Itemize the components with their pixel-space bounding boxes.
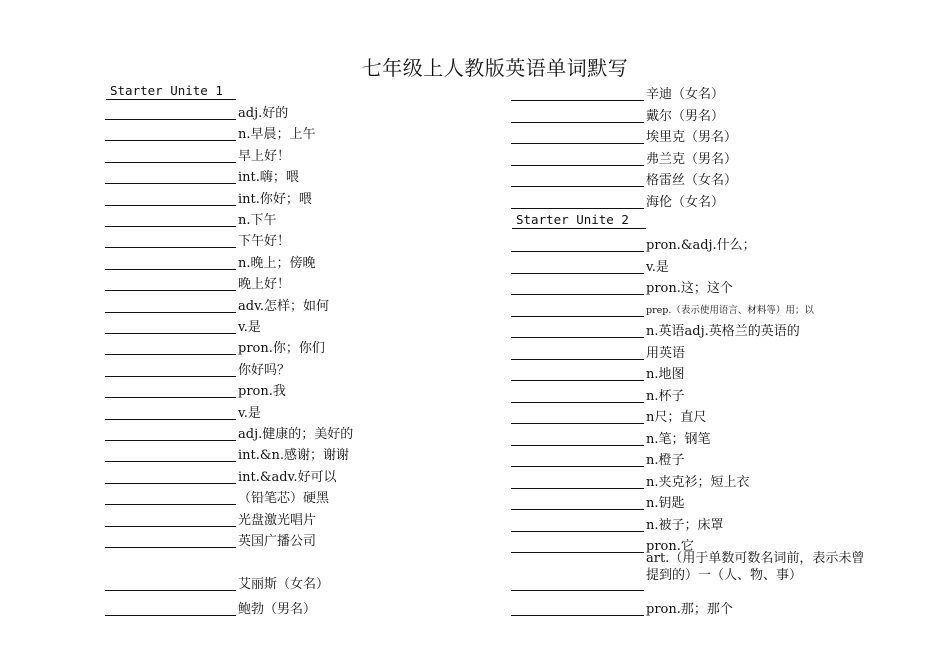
answer-blank[interactable] [511,122,644,123]
word-meaning: n.早晨；上午 [238,127,316,143]
word-meaning: v.是 [238,320,261,335]
word-meaning: 海伦（女名） [646,195,725,210]
vocab-row [511,404,706,425]
answer-blank[interactable] [105,354,236,355]
answer-blank[interactable] [511,615,644,616]
word-meaning: n.被子；床罩 [646,517,724,533]
vocab-row [105,271,290,292]
word-meaning: 埃里克（男名） [646,130,738,146]
word-meaning: 下午好！ [238,234,291,250]
answer-blank[interactable] [511,273,644,274]
vocab-row [105,378,286,399]
word-meaning: 英国广播公司 [238,534,317,549]
answer-blank[interactable] [511,445,644,446]
vocab-row [511,275,733,296]
vocab-row [511,81,724,102]
vocab-row [511,469,750,490]
vocab-row [511,146,737,167]
word-meaning: adj.好的 [238,106,289,121]
vocab-row [105,164,299,185]
vocab-row [511,426,711,447]
word-meaning: 弗兰克（男名） [646,151,738,167]
answer-blank[interactable] [511,100,644,101]
answer-blank[interactable] [105,440,236,441]
answer-blank[interactable] [511,208,644,209]
vocab-row [105,507,316,528]
word-meaning: n.晚上；傍晚 [238,255,316,271]
vocab-row [511,254,669,275]
word-meaning: n.下午 [238,213,277,228]
word-meaning: n尺；直尺 [646,410,707,425]
vocab-row [105,121,316,142]
vocab-row [511,297,814,318]
word-meaning: int.&n.感谢；谢谢 [238,448,349,464]
word-meaning: 你好吗？ [238,362,291,378]
vocab-row [511,189,724,210]
page-title: 七年级上人教版英语单词默写 [361,56,629,80]
answer-blank[interactable] [105,312,236,313]
vocab-row [105,314,261,335]
unit-label-starter-2: Starter Unite 2 [512,211,646,229]
answer-blank[interactable] [511,590,644,591]
answer-blank[interactable] [105,205,236,206]
answer-blank[interactable] [105,547,236,548]
answer-blank[interactable] [105,226,236,227]
word-meaning: 辛迪（女名） [646,87,725,102]
word-meaning: n.钥匙 [646,496,685,511]
vocab-row [105,143,290,164]
answer-blank[interactable] [105,140,236,141]
answer-blank[interactable] [105,504,236,505]
answer-blank[interactable] [105,269,236,270]
word-meaning: pron.我 [238,384,286,400]
vocab-row [511,232,756,253]
answer-blank[interactable] [105,333,236,334]
answer-blank[interactable] [511,488,644,489]
word-meaning: art.（用于单数可数名词前，表示未曾提到的）一（人、物、事） [646,551,865,583]
vocab-row [105,553,329,592]
answer-blank[interactable] [511,423,644,424]
vocab-row [511,447,685,468]
vocab-row [511,167,737,188]
answer-blank[interactable] [511,294,644,295]
word-meaning: v.是 [238,405,261,421]
word-meaning: int.嗨；喂 [238,170,299,186]
answer-blank[interactable] [105,183,236,184]
answer-blank[interactable] [511,359,644,360]
word-meaning: pron.那；那个 [646,602,733,617]
word-meaning: 用英语 [646,345,686,361]
word-meaning: int.你好；喂 [238,191,312,207]
answer-blank[interactable] [105,119,236,120]
answer-blank[interactable] [105,419,236,420]
vocab-row [511,512,724,533]
unit-label-starter-1: Starter Unite 1 [106,82,236,100]
vocab-row [511,596,733,617]
word-meaning: 戴尔（男名） [646,108,725,124]
word-meaning: 格雷丝（女名） [646,173,738,189]
vocab-row [105,596,316,617]
answer-blank[interactable] [511,337,644,338]
answer-blank[interactable] [105,526,236,527]
vocab-row [105,528,316,549]
word-meaning: n.地图 [646,367,685,382]
word-meaning: int.&adv.好可以 [238,469,337,485]
word-meaning: v.是 [646,259,669,275]
answer-blank[interactable] [511,402,644,403]
vocab-row [511,340,685,361]
vocab-row [105,485,329,506]
answer-blank[interactable] [511,186,644,187]
answer-blank[interactable] [105,615,236,616]
vocab-row [511,552,871,592]
word-meaning: pron.你；你们 [238,341,325,357]
word-meaning: pron.&adj.什么； [646,238,756,253]
vocab-row [511,383,685,404]
word-meaning: n.橙子 [646,453,685,468]
answer-blank[interactable] [105,397,236,398]
word-meaning: 早上好！ [238,148,291,164]
answer-blank[interactable] [511,316,644,317]
word-meaning: （铅笔芯）硬黑 [238,491,330,507]
vocab-row [511,318,800,339]
vocab-row [105,400,261,421]
word-meaning: adv.怎样；如何 [238,298,330,314]
answer-blank[interactable] [511,531,644,532]
vocab-row [105,335,325,356]
word-meaning: n.杯子 [646,388,685,404]
vocab-row [105,228,290,249]
vocab-row [105,100,288,121]
word-meaning: pron.这；这个 [646,281,733,296]
answer-blank[interactable] [511,251,644,252]
answer-blank[interactable] [511,143,644,144]
answer-blank[interactable] [511,165,644,166]
word-meaning: n.笔；钢笔 [646,431,711,447]
vocab-row [105,250,316,271]
word-meaning: 艾丽斯（女名） [238,577,330,592]
vocab-row [105,207,277,228]
answer-blank[interactable] [105,461,236,462]
answer-blank[interactable] [511,466,644,467]
answer-blank[interactable] [105,483,236,484]
vocab-row [511,103,724,124]
vocab-row [105,357,290,378]
word-meaning: pron.它 [646,539,694,554]
answer-blank[interactable] [105,162,236,163]
word-meaning: 鲍勃（男名） [238,602,317,617]
word-meaning: 光盘激光唱片 [238,512,317,528]
answer-blank[interactable] [105,590,236,591]
vocab-row [105,464,336,485]
vocab-row [511,361,685,382]
answer-blank[interactable] [511,380,644,381]
vocab-row [105,293,329,314]
answer-blank[interactable] [105,247,236,248]
vocab-row [105,421,353,442]
vocab-row [511,490,685,511]
answer-blank[interactable] [511,509,644,510]
word-meaning: n.夹克衫；短上衣 [646,474,750,490]
word-meaning: n.英语adj.英格兰的英语的 [646,324,800,339]
word-meaning: adj.健康的；美好的 [238,427,354,442]
answer-blank[interactable] [105,376,236,377]
vocab-row [511,124,737,145]
answer-blank[interactable] [105,290,236,291]
word-meaning: 晚上好！ [238,277,291,293]
word-meaning: prep.（表示使用语言、材料等）用；以 [646,304,814,316]
vocab-row [105,442,349,463]
vocab-row [105,186,312,207]
